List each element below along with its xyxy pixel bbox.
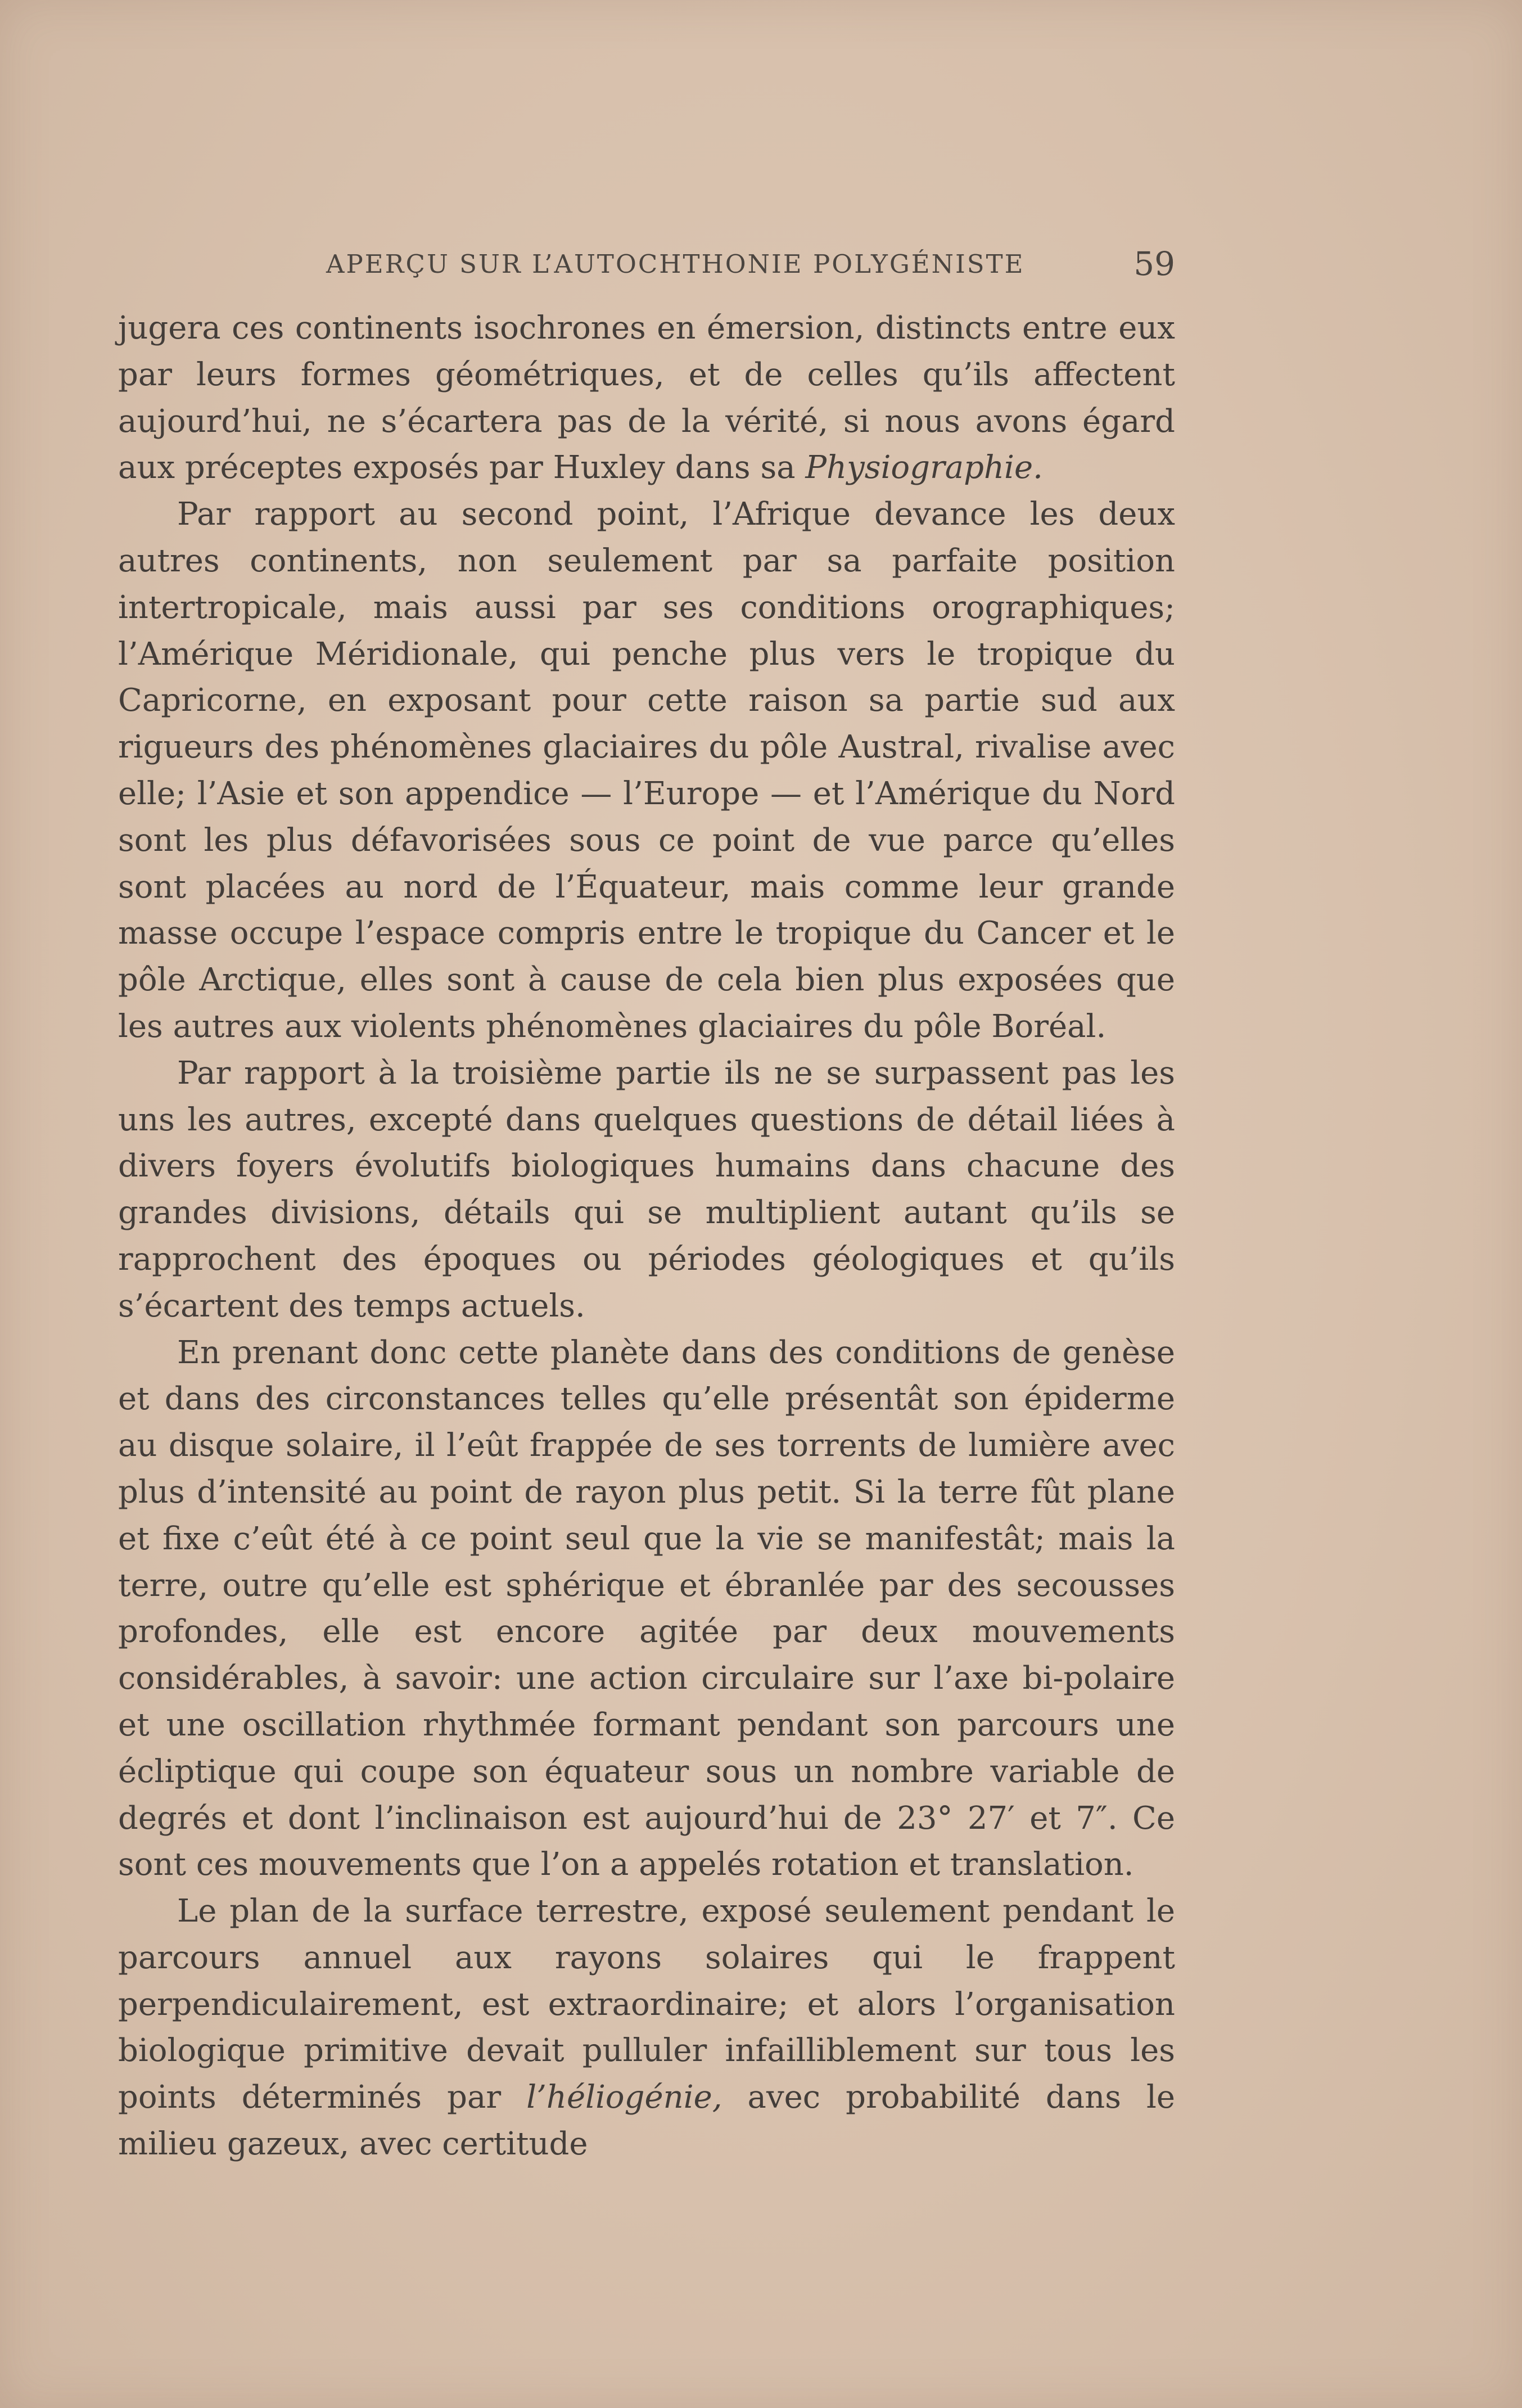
paragraph-text: En prenant donc cette planète dans des conditions de genèse et dans des circonstances telles qu’elle présentât son épiderme au disque solaire, il l’eût frappée de ses torrents de lumière avec plus d’intensité au point de rayon plus petit. Si la terre fût plane et fixe c’eût été à ce point seul que la vie se manifestât; mais la terre, outre qu’elle est sphérique et ébranlée par des secousses profondes, elle est encore agitée par deux mouvements considérables, à savoir: une action circulaire sur l’axe bi-polaire et une oscillation rhythmée formant pendant son parcours une écliptique qui coupe son équateur sous un nombre variable de degrés et dont l’inclinaison est aujourd’hui de 23° 27′ et 7″. Ce sont ces mouvements que l’on a appelés rotation et translation. xyxy=(118,1334,1175,1883)
running-title: APERÇU SUR L’AUTOCHTHONIE POLYGÉNISTE xyxy=(326,249,1025,279)
page-number: 59 xyxy=(1133,245,1175,283)
page-header xyxy=(118,247,1175,281)
paragraph-text: avec probabilité dans le milieu gazeux, avec certitude xyxy=(118,2079,1176,2163)
paragraph-5 xyxy=(118,1888,1175,2168)
paragraph-2 xyxy=(118,491,1175,1050)
paragraph-text: jugera ces continents isochrones en émersion, distincts entre eux par leurs formes géométriques, et de celles qu’ils affectent aujourd’hui, ne s’écartera pas de la vérité, si nous avons égard aux préceptes exposés par Huxley dans sa xyxy=(118,310,1175,486)
paragraph-3 xyxy=(118,1050,1175,1330)
paragraph-4 xyxy=(118,1330,1175,1889)
italic-title: Physiographie. xyxy=(805,449,1043,486)
paragraph-text: Par rapport à la troisième partie ils ne se surpassent pas les uns les autres, excepté dans quelques questions de détail liées à divers foyers évolutifs biologiques humains dans chacune des grandes divisions, détails qui se multiplient autant qu’ils se rapprochent des époques ou périodes géologiques et qu’ils s’écartent des temps actuels. xyxy=(118,1054,1175,1324)
paragraph-1 xyxy=(118,305,1175,491)
paragraph-text: Le plan de la surface terrestre, exposé seulement pendant le parcours annuel aux rayons solaires qui le frappent perpendiculairement, est extraordinaire; et alors l’organisation biologique primitive devait pulluler infailliblement sur tous les points déterminés par xyxy=(118,1893,1175,2116)
body-text xyxy=(118,305,1175,2168)
italic-term: l’héliogénie, xyxy=(526,2079,722,2116)
paragraph-text: Par rapport au second point, l’Afrique devance les deux autres continents, non seulement par sa parfaite position intertropicale, mais aussi par ses conditions orographiques; l’Amérique Méridionale, qui penche plus vers le tropique du Capricorne, en exposant pour cette raison sa partie sud aux rigueurs des phénomènes glaciaires du pôle Austral, rivalise avec elle; l’Asie et son appendice — l’Europe — et l’Amérique du Nord sont les plus défavorisées sous ce point de vue parce qu’elles sont placées au nord de l’Équateur, mais comme leur grande masse occupe l’espace compris entre le tropique du Cancer et le pôle Arctique, elles sont à cause de cela bien plus exposées que les autres aux violents phénomènes glaciaires du pôle Boréal. xyxy=(118,496,1175,1045)
